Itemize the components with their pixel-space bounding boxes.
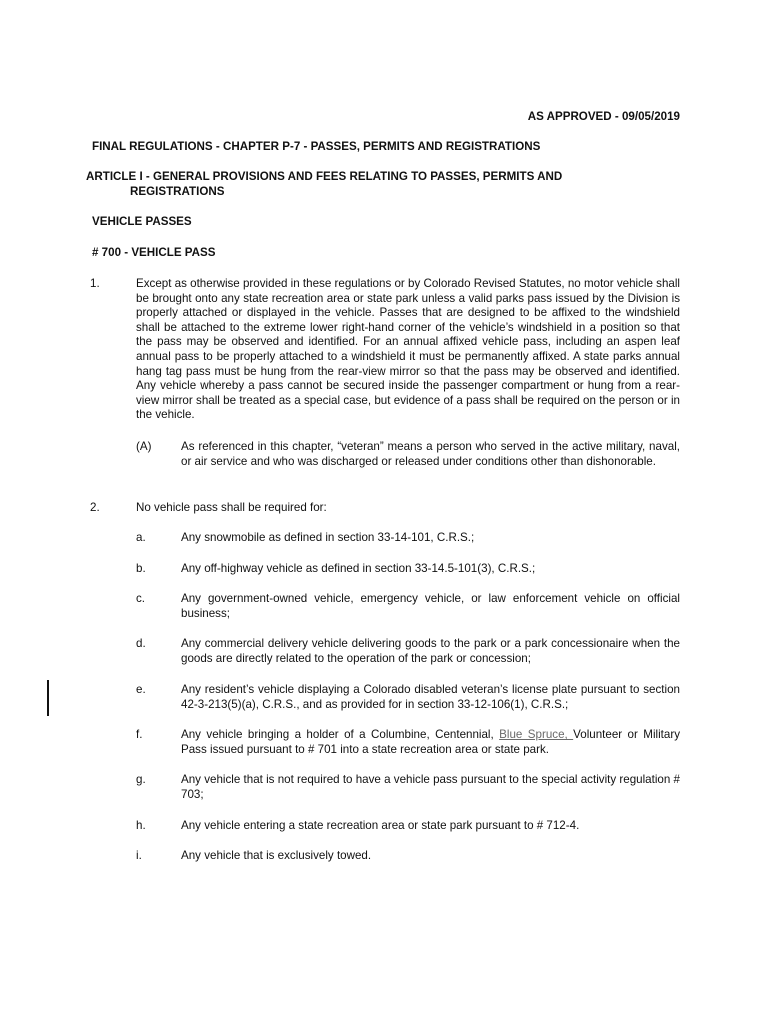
approval-stamp: AS APPROVED - 09/05/2019 bbox=[527, 110, 680, 123]
paragraph-1-number: 1. bbox=[90, 277, 100, 290]
paragraph-2-text: No vehicle pass shall be required for: bbox=[136, 501, 327, 514]
list-item-f-label: f. bbox=[136, 728, 143, 741]
paragraph-1-text: Except as otherwise provided in these regulations or by Colorado Revised Statutes, no motor vehicle shall be brought onto any state recreation area or state park unless a valid parks pass issued by the Division is properly attached or displayed in the vehicle. Passes that are designed to be affixed to the windshield shall be attached to the extreme lower right-hand corner of the vehicle’s windshield in a position so that the pass may be observed and identified. For an annual affixed vehicle pass, including an aspen leaf annual pass to be properly attached to a windshield it must be permanently affixed. A state parks annual hang tag pass must be hung from the rear-view mirror so that the pass may be observed and identified. Any vehicle whereby a pass cannot be secured inside the passenger compartment or hung from a rear-view mirror shall be treated as a special case, but evidence of a pass shall be required on the person or in the vehicle. bbox=[136, 277, 680, 422]
regulation-title: FINAL REGULATIONS - CHAPTER P-7 - PASSES, PERMITS AND REGISTRATIONS bbox=[92, 140, 541, 153]
list-item-a-label: a. bbox=[136, 531, 146, 544]
list-item-c-label: c. bbox=[136, 592, 146, 605]
list-item-e-text: Any resident’s vehicle displaying a Colorado disabled veteran’s license plate pursuant to section 42-3-213(5)(a), C.R.S., and as provided for in section 33-12-106(1), C.R.S.; bbox=[181, 683, 680, 711]
list-item-b-text: Any off-highway vehicle as defined in section 33-14.5-101(3), C.R.S.; bbox=[181, 562, 536, 575]
list-item-h-text: Any vehicle entering a state recreation area or state park pursuant to # 712-4. bbox=[181, 819, 580, 832]
blue-spruce-link[interactable]: Blue Spruce, bbox=[499, 728, 574, 741]
list-item-f-text-after: Volunteer or Military Pass issued pursuant to # 701 into a state recreation area or state park. bbox=[181, 728, 680, 756]
list-item-c-text: Any government-owned vehicle, emergency vehicle, or law enforcement vehicle on official business; bbox=[181, 592, 680, 620]
section-heading: VEHICLE PASSES bbox=[92, 215, 192, 228]
article-heading-line1: ARTICLE I - GENERAL PROVISIONS AND FEES RELATING TO PASSES, PERMITS AND bbox=[86, 170, 563, 183]
list-item-g-text: Any vehicle that is not required to have a vehicle pass pursuant to the special activity regulation # 703; bbox=[181, 773, 680, 801]
list-item-f-text-before: Any vehicle bringing a holder of a Columbine, Centennial, bbox=[181, 728, 500, 741]
list-item-h-label: h. bbox=[136, 819, 146, 832]
list-item-e-label: e. bbox=[136, 683, 146, 696]
list-item-b-label: b. bbox=[136, 562, 146, 575]
paragraph-2-number: 2. bbox=[90, 501, 100, 514]
revision-change-bar bbox=[47, 680, 49, 716]
list-item-i-label: i. bbox=[136, 849, 142, 862]
list-item-d-text: Any commercial delivery vehicle delivering goods to the park or a park concessionaire when the goods are directly related to the operation of the park or concession; bbox=[181, 637, 680, 665]
list-item-i-text: Any vehicle that is exclusively towed. bbox=[181, 849, 372, 862]
subsection-a-label: (A) bbox=[136, 440, 152, 453]
article-heading-line2: REGISTRATIONS bbox=[130, 185, 225, 198]
subsection-a-text: As referenced in this chapter, “veteran” means a person who served in the active military, naval, or air service and who was discharged or released under conditions other than dishonorable. bbox=[181, 440, 680, 468]
list-item-f-text bbox=[181, 728, 680, 757]
list-item-g-label: g. bbox=[136, 773, 146, 786]
rule-heading: # 700 - VEHICLE PASS bbox=[92, 246, 216, 259]
list-item-d-label: d. bbox=[136, 637, 146, 650]
list-item-a-text: Any snowmobile as defined in section 33-14-101, C.R.S.; bbox=[181, 531, 475, 544]
